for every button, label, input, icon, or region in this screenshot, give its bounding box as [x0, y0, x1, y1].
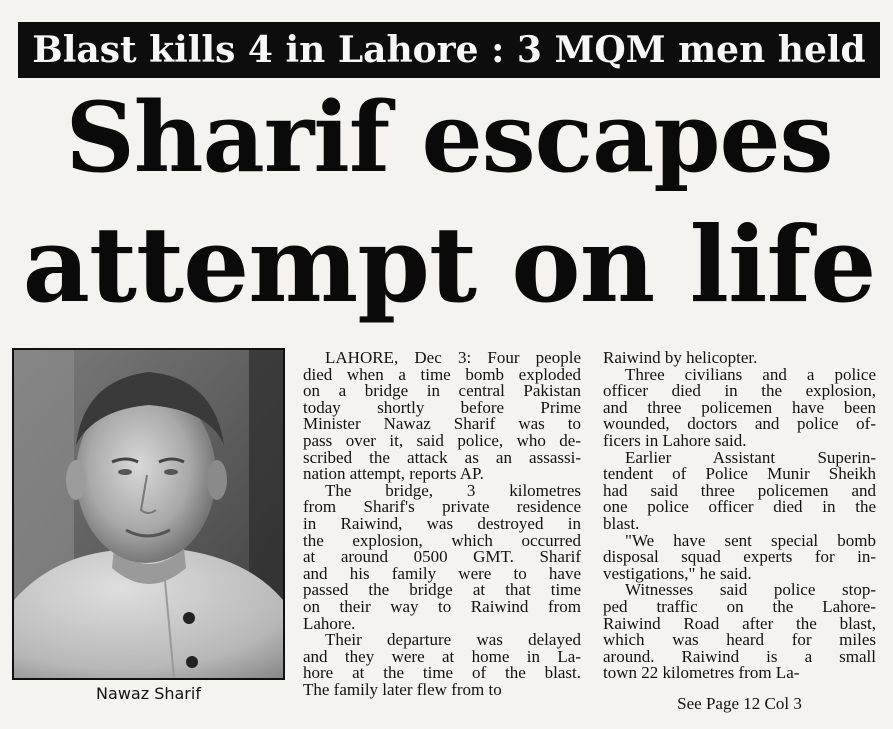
article-line: town 22 kilometres from La-	[603, 663, 800, 683]
article-line: in Raiwind, was destroyed in	[303, 513, 581, 533]
article-line: today shortly before Prime	[303, 397, 581, 417]
article-line: scribed the attack as an assassi-	[303, 447, 581, 467]
article-line: LAHORE, Dec 3: Four people	[325, 348, 581, 367]
portrait-photo	[12, 348, 285, 680]
article-line: ped traffic on the Lahore-	[603, 596, 876, 616]
main-headline-line-1: Sharif escapes	[65, 81, 833, 194]
article-column-1	[303, 350, 581, 698]
article-line: Witnesses said police stop-	[625, 580, 876, 600]
article-line: "We have sent special bomb	[625, 530, 876, 550]
article-line: around. Raiwind is a small	[603, 646, 876, 666]
article-line: pass over it, said police, who de-	[303, 430, 581, 450]
article-line: ficers in Lahore said.	[603, 430, 747, 450]
article-line: and three policemen have been	[603, 397, 876, 417]
article-column-2	[603, 350, 876, 682]
article-line: from Sharif's private residence	[303, 497, 581, 517]
article-line: officer died in the explosion,	[603, 381, 876, 401]
article-line: Their departure was delayed	[325, 630, 581, 650]
article-line: the explosion, which occurred	[303, 530, 581, 550]
article-line: Raiwind by helicopter.	[603, 348, 758, 367]
article-line: which was heard for miles	[603, 630, 876, 650]
kicker-banner	[18, 22, 880, 78]
article-line: one police officer died in the	[603, 497, 876, 517]
article-line: Minister Nawaz Sharif was to	[303, 414, 581, 434]
article-line: passed the bridge at that time	[303, 580, 581, 600]
article-line: tendent of Police Munir Sheikh	[603, 464, 876, 484]
article-line: on their way to Raiwind from	[303, 596, 581, 616]
article-line: Three civilians and a police	[625, 364, 876, 384]
article-line: on a bridge in central Pakistan	[303, 381, 581, 401]
article-line: disposal squad experts for in-	[603, 547, 876, 567]
kicker-headline: Blast kills 4 in Lahore : 3 MQM men held	[32, 29, 866, 71]
article-line: Raiwind Road after the blast,	[603, 613, 876, 633]
article-line: and they were at home in La-	[303, 646, 581, 666]
article-line: The family later flew from to	[303, 679, 502, 699]
portrait-image	[14, 350, 283, 678]
article-line: and his family were to have	[303, 563, 581, 583]
article-line: had said three policemen and	[603, 480, 876, 500]
photo-caption: Nawaz Sharif	[96, 684, 201, 703]
article-line: vestigations," he said.	[603, 563, 752, 583]
article-line: nation attempt, reports AP.	[303, 464, 484, 484]
article-line: died when a time bomb exploded	[303, 364, 581, 384]
article-line: blast.	[603, 513, 640, 533]
article-line: The bridge, 3 kilometres	[325, 480, 581, 500]
article-line: wounded, doctors and police of-	[603, 414, 876, 434]
main-headline-line-2: attempt on life	[22, 203, 876, 326]
article-line: at around 0500 GMT. Sharif	[303, 547, 581, 567]
article-line: Lahore.	[303, 613, 356, 633]
article-line: Earlier Assistant Superin-	[625, 447, 876, 467]
article-line: hore at the time of the blast.	[303, 663, 581, 683]
continued-reference: See Page 12 Col 3	[677, 694, 802, 713]
